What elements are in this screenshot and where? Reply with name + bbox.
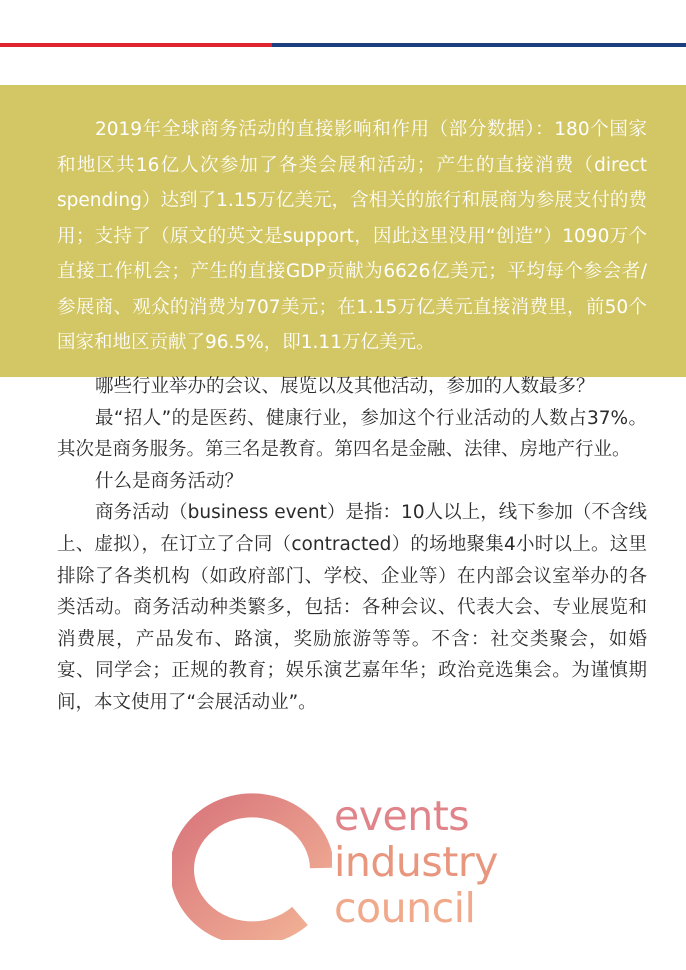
e-mark-icon — [172, 790, 332, 940]
highlight-paragraph: 2019年全球商务活动的直接影响和作用（部分数据）：180个国家和地区共16亿人次参加了各类会展和活动；产生的直接消费（direct spending）达到了1.15万亿美元，含相关的旅行和展商为参展支付的费用；支持了（原文的英文是support，因此这里没用“创造”）1090万个直接工作机会；产生的直接GDP贡献为6626亿美元；平均每个参会者/参展商、观众的消费为707美元；在1.15万亿美元直接消费里，前50个国家和地区贡献了96.5%，即1.11万亿美元。 — [57, 119, 647, 353]
question-1: 哪些行业举办的会议、展览以及其他活动，参加的人数最多？ — [95, 376, 595, 397]
answer-2: 商务活动（business event）是指：10人以上，线下参加（不含线上、虚拟），在订立了合同（contracted）的场地聚集4小时以上。这里排除了各类机构（如政府部门、学校、企业等）在内部会议室举办的各类活动。商务活动种类繁多，包括：各种会议、代表大会、专业展览和消费展，产品发布、路演，奖励旅游等等。不含：社交类聚会，如婚宴、同学会；正规的教育；娱乐演艺嘉年华；政治竞选集会。为谨慎期间，本文使用了“会展活动业”。 — [57, 502, 647, 713]
top-rule-red — [0, 43, 272, 47]
logo-word-industry: industry — [334, 838, 498, 886]
top-rule-blue — [272, 43, 686, 47]
logo-word-council: council — [334, 884, 476, 932]
answer-1: 最“招人”的是医药、健康行业，参加这个行业活动的人数占37%。其次是商务服务。第三名是教育。第四名是金融、法律、房地产行业。 — [57, 407, 647, 461]
body-text — [57, 371, 647, 719]
question-2: 什么是商务活动？ — [95, 470, 244, 492]
top-rule — [0, 43, 686, 47]
logo-word-events: events — [334, 792, 470, 840]
events-industry-council-logo — [172, 790, 552, 940]
